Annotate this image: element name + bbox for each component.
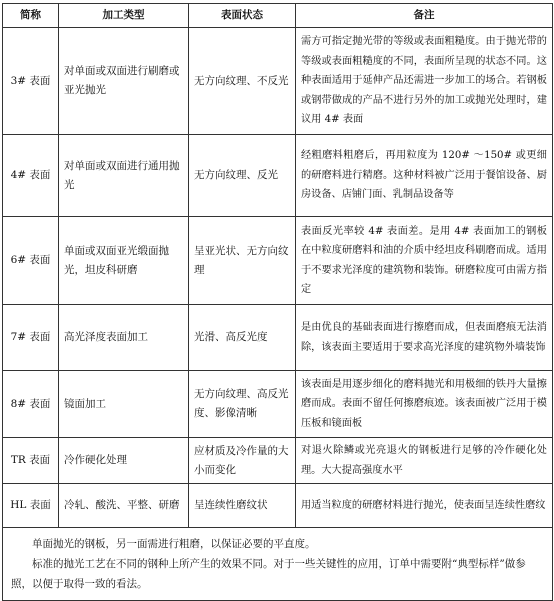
cell-surface: 呈亚光状、无方向纹理 <box>189 217 296 305</box>
header-name: 简称 <box>3 4 59 28</box>
cell-name: HL 表面 <box>3 484 59 528</box>
cell-surface: 应材质及冷作量的大小而变化 <box>189 438 296 484</box>
cell-name: TR 表面 <box>3 438 59 484</box>
cell-process: 对单面或双面进行通用抛光 <box>59 135 189 217</box>
table-row <box>3 305 553 371</box>
cell-name: 8# 表面 <box>3 371 59 438</box>
cell-note: 用适当粒度的研磨材料进行抛光，使表面呈连续性磨纹 <box>296 484 553 528</box>
table-row <box>3 438 553 484</box>
cell-surface: 无方向纹理、高反光度、影像清晰 <box>189 371 296 438</box>
header-surface: 表面状态 <box>189 4 296 28</box>
table-row <box>3 217 553 305</box>
surface-finish-table <box>2 3 553 601</box>
cell-process: 高光泽度表面加工 <box>59 305 189 371</box>
footer-note-1: 单面抛光的钢板，另一面需进行粗磨，以保证必要的平直度。 <box>32 538 316 550</box>
header-process: 加工类型 <box>59 4 189 28</box>
cell-note: 对退火除鳞或光亮退火的钢板进行足够的冷作硬化处理。大大提高强度水平 <box>296 438 553 484</box>
cell-process: 冷轧、酸洗、平整、研磨 <box>59 484 189 528</box>
cell-surface: 呈连续性磨纹状 <box>189 484 296 528</box>
cell-note: 该表面是用逐步细化的磨料抛光和用极细的铁丹大量擦磨而成。表面不留任何擦磨痕迹。该表面被广泛用于模压板和镜面板 <box>296 371 553 438</box>
footer-note-2: 标准的抛光工艺在不同的钢种上所产生的效果不同。对于一些关键性的应用，订单中需要附“典型标样”做参照，以便于取得一致的看法。 <box>11 558 526 590</box>
table-row <box>3 371 553 438</box>
cell-note: 是由优良的基础表面进行擦磨而成，但表面磨痕无法消除，该表面主要适用于要求高光泽度的建筑物外墙装饰 <box>296 305 553 371</box>
cell-process: 单面或双面亚光缎面抛光，坦皮科研磨 <box>59 217 189 305</box>
cell-process: 冷作硬化处理 <box>59 438 189 484</box>
table-row <box>3 28 553 135</box>
cell-name: 3# 表面 <box>3 28 59 135</box>
cell-process: 镜面加工 <box>59 371 189 438</box>
cell-note: 需方可指定抛光带的等级或表面粗糙度。由于抛光带的等级或表面粗糙度的不同，表面所呈现的状态不同。这种表面适用于延伸产品还需进一步加工的场合。若钢板或钢带做成的产品不进行另外的加工或抛光处理时，建议用 4# 表面 <box>296 28 553 135</box>
cell-name: 4# 表面 <box>3 135 59 217</box>
cell-surface: 无方向纹理、反光 <box>189 135 296 217</box>
cell-surface: 光滑、高反光度 <box>189 305 296 371</box>
footer-notes <box>3 528 553 601</box>
cell-process: 对单面或双面进行刷磨或亚光抛光 <box>59 28 189 135</box>
cell-note: 经粗磨料粗磨后，再用粒度为 120# ～150# 或更细的研磨料进行精磨。这种材料被广泛用于餐馆设备、厨房设备、店铺门面、乳制品设备等 <box>296 135 553 217</box>
header-note: 备注 <box>296 4 553 28</box>
header-row <box>3 4 553 28</box>
table-row <box>3 484 553 528</box>
footer-row <box>3 528 553 601</box>
cell-note: 表面反光率较 4# 表面差。是用 4# 表面加工的钢板在中粒度研磨料和油的介质中经坦皮科刷磨而成。适用于不要求光泽度的建筑物和装饰。研磨粒度可由需方指定 <box>296 217 553 305</box>
table-row <box>3 135 553 217</box>
cell-name: 6# 表面 <box>3 217 59 305</box>
cell-surface: 无方向纹理、不反光 <box>189 28 296 135</box>
cell-name: 7# 表面 <box>3 305 59 371</box>
